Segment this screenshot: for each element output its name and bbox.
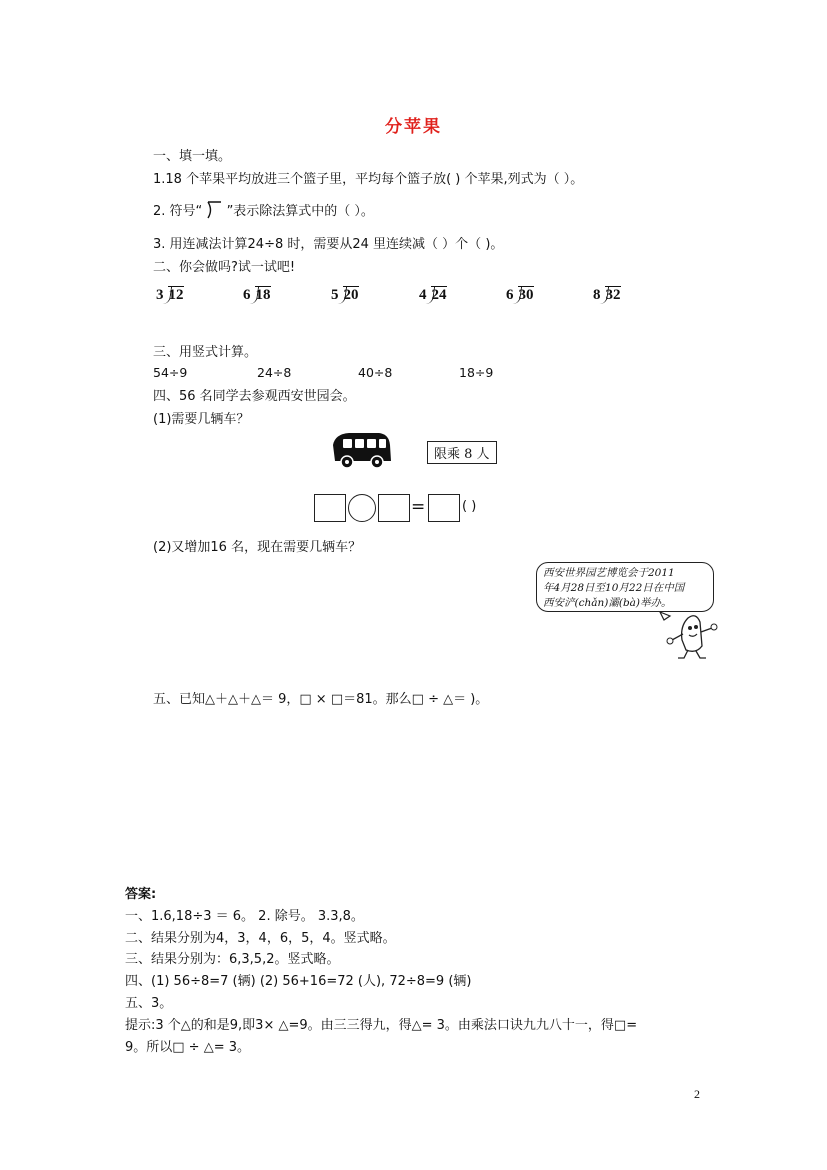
answer-line: 一、1.6,18÷3 ＝ 6。 2. 除号。 3.3,8。 <box>125 909 364 924</box>
question-1-1: 1.18 个苹果平均放进三个篮子里，平均每个篮子放( ) 个苹果,列式为（ ）。 <box>153 172 584 187</box>
division-problem <box>593 286 621 304</box>
unit-parenthesis: ( ) <box>462 499 477 514</box>
long-division-symbol-icon <box>206 201 222 217</box>
bubble-line: 西安世界园艺博览会于2011 <box>543 567 675 579</box>
division-problem <box>506 286 534 304</box>
vertical-calc-item: 18÷9 <box>459 365 494 380</box>
mascot-icon <box>656 610 728 666</box>
dividend: 30 <box>518 287 534 303</box>
divisor: 6 <box>506 287 514 303</box>
answer-line: 四、(1) 56÷8=7 (辆) (2) 56+16=72 (人), 72÷8=9 (辆) <box>125 974 472 989</box>
question-1-2-prefix: 2. 符号“ <box>153 204 203 219</box>
answer-box[interactable] <box>428 494 460 522</box>
bubble-line: 西安浐(chǎn)灞(bà)举办。 <box>543 597 672 609</box>
divisor: 6 <box>243 287 251 303</box>
seat-limit-sign: 限乘 8 人 <box>427 441 497 464</box>
question-4-2: (2)又增加16 名，现在需要几辆车？ <box>153 540 362 555</box>
bubble-line: 年4月28日至10月22日在中国 <box>543 582 685 594</box>
section4-heading: 四、56 名同学去参观西安世园会。 <box>153 389 356 404</box>
bus-icon <box>329 431 393 475</box>
division-problem <box>156 286 184 304</box>
dividend: 32 <box>605 287 621 303</box>
question-4-1: (1)需要几辆车？ <box>153 412 250 427</box>
answer-box[interactable] <box>378 494 410 522</box>
answer-line: 提示:3 个△的和是9,即3× △=9。由三三得九，得△= 3。由乘法口诀九九八十一，得□= <box>125 1018 638 1033</box>
answers-heading: 答案: <box>125 887 157 902</box>
equals-sign: = <box>411 497 426 517</box>
answer-line: 五、3。 <box>125 996 173 1011</box>
divisor: 3 <box>156 287 164 303</box>
section1-heading: 一、填一填。 <box>153 149 232 164</box>
vertical-calc-item: 24÷8 <box>257 365 292 380</box>
section3-heading: 三、用竖式计算。 <box>153 345 258 360</box>
answer-line: 三、结果分别为：6,3,5,2。竖式略。 <box>125 952 340 967</box>
dividend: 12 <box>168 287 184 303</box>
section2-heading: 二、你会做吗?试一试吧! <box>153 260 296 275</box>
question-1-3: 3. 用连减法计算24÷8 时，需要从24 里连续减（ ）个（ )。 <box>153 237 504 252</box>
divisor: 4 <box>419 287 427 303</box>
vertical-calc-item: 54÷9 <box>153 365 188 380</box>
question-1-2 <box>153 200 374 219</box>
dividend: 20 <box>343 287 359 303</box>
answer-box[interactable] <box>314 494 346 522</box>
divisor: 8 <box>593 287 601 303</box>
dividend: 18 <box>255 287 271 303</box>
dividend: 24 <box>431 287 447 303</box>
answer-line: 二、结果分别为4，3，4，6，5，4。竖式略。 <box>125 931 396 946</box>
page-title: 分苹果 <box>385 117 442 137</box>
division-problem <box>419 286 447 304</box>
vertical-calc-item: 40÷8 <box>358 365 393 380</box>
section5-text: 五、已知△＋△＋△＝ 9，□ × □＝81。那么□ ÷ △＝ )。 <box>153 692 489 707</box>
answer-line: 9。所以□ ÷ △= 3。 <box>125 1040 251 1055</box>
divisor: 5 <box>331 287 339 303</box>
division-problem <box>243 286 271 304</box>
speech-bubble <box>536 562 714 612</box>
question-1-2-suffix: ”表示除法算式中的（ ）。 <box>226 204 374 219</box>
division-problem <box>331 286 359 304</box>
operator-circle[interactable] <box>348 494 376 522</box>
page-number: 2 <box>694 1087 700 1101</box>
